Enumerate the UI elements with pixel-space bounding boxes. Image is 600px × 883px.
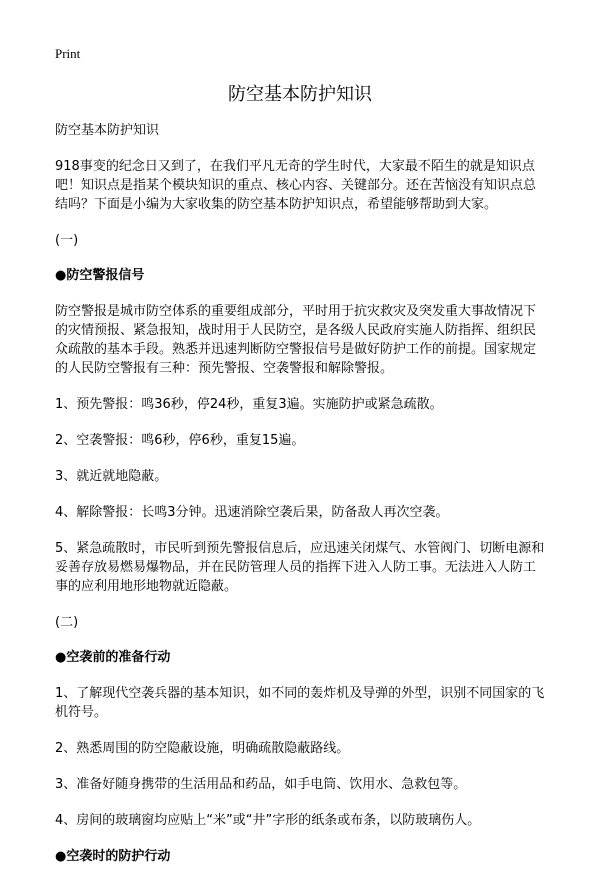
intro-paragraph: 918事变的纪念日又到了，在我们平凡无奇的学生时代，大家最不陌生的就是知识点吧！知识点是指某个模块知识的重点、核心内容、关键部分。还在苦恼没有知识点总结吗？下面是小编为大家收集的防空基本防护知识点，希望能够帮助到大家。	[55, 159, 537, 212]
section-2-item: 1、了解现代空袭兵器的基本知识，如不同的轰炸机及导弹的外型，识别不同国家的飞机符号。	[55, 686, 545, 720]
section-1-paragraph: 防空警报是城市防空体系的重要组成部分，平时用于抗灾救灾及突发重大事故情况下的灾情预报、紧急报知，战时用于人民防空，是各级人民政府实施人防指挥、组织民众疏散的基本手段。熟悉并迅速判断防空警报信号是做好防护工作的前提。国家规定的人民防空警报有三种：预先警报、空袭警报和解除警报。	[55, 304, 537, 376]
section-1-item: 5、紧急疏散时，市民听到预先警报信息后，应迅速关闭煤气、水管阀门、切断电源和妥善存放易燃易爆物品，并在民防管理人员的指挥下进入人防工事。无法进入人防工事的应利用地形地物就近隐蔽。	[55, 541, 545, 594]
section-1-item: 3、就近就地隐蔽。	[55, 469, 168, 484]
section-1-marker: (一)	[55, 233, 79, 248]
article-body	[55, 121, 547, 883]
section-1-item: 4、解除警报：长鸣3分钟。迅速消除空袭后果，防备敌人再次空袭。	[55, 505, 449, 520]
section-2-item: 4、房间的玻璃窗均应贴上“米”或“井”字形的纸条或布条，以防玻璃伤人。	[55, 813, 481, 828]
section-1-heading: ●防空警报信号	[55, 268, 145, 283]
section-1-item: 2、空袭警报：鸣6秒，停6秒，重复15遍。	[55, 433, 305, 448]
print-link[interactable]: Print	[55, 46, 81, 61]
section-2-heading: ●空袭前的准备行动	[55, 650, 171, 665]
page-title: 防空基本防护知识	[228, 84, 372, 105]
section-2-marker: (二)	[55, 615, 79, 630]
section-3-heading: ●空袭时的防护行动	[55, 849, 171, 864]
section-2-item: 3、准备好随身携带的生活用品和药品，如手电筒、饮用水、急救包等。	[55, 777, 467, 792]
article-subtitle: 防空基本防护知识	[55, 123, 160, 138]
section-2-item: 2、熟悉周围的防空隐蔽设施，明确疏散隐蔽路线。	[55, 741, 350, 756]
section-1-item: 1、预先警报：鸣36秒，停24秒，重复3遍。实施防护或紧急疏散。	[55, 397, 443, 412]
